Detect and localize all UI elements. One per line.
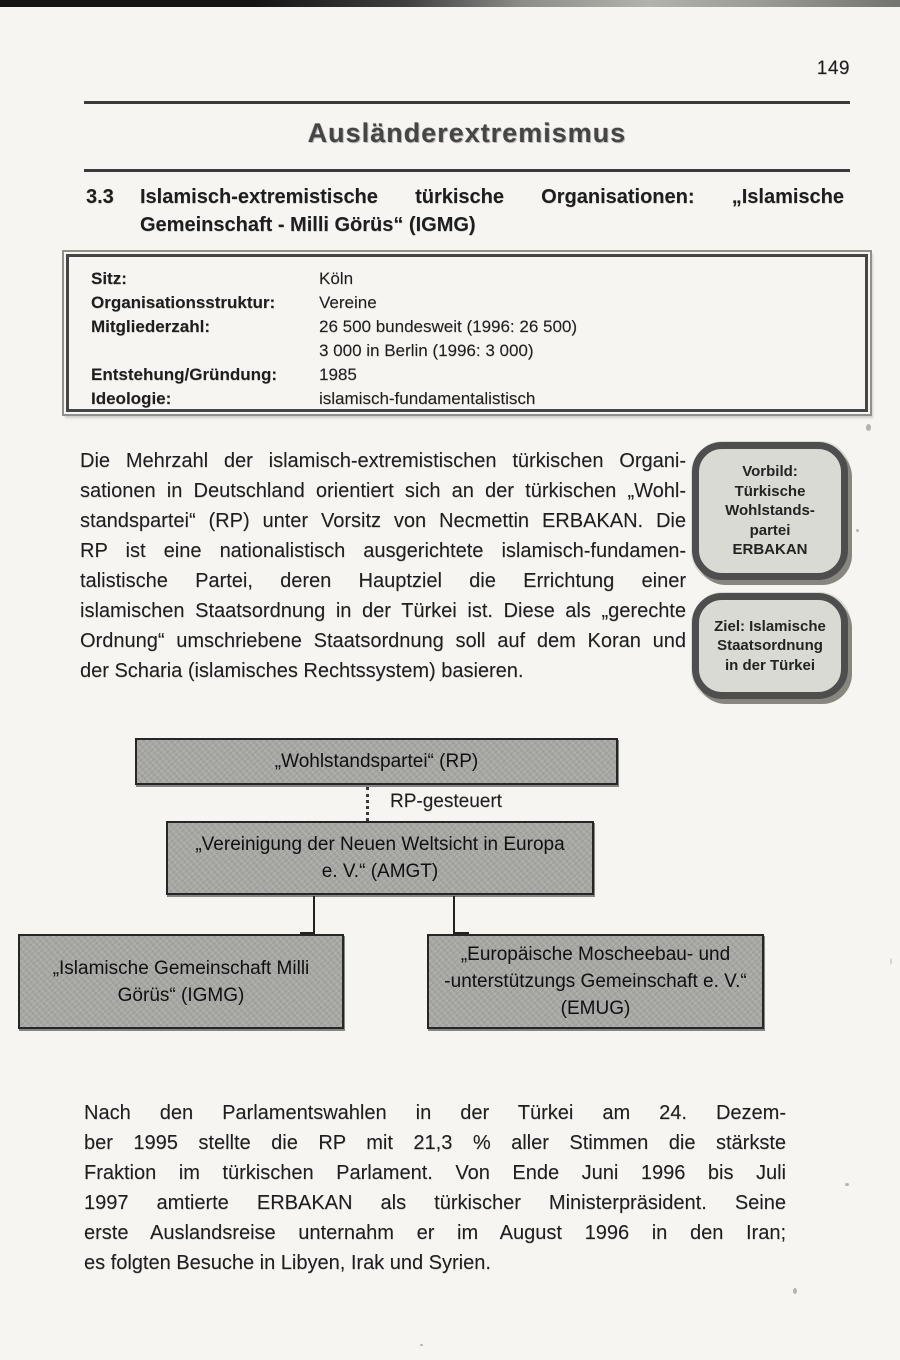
section-title-line: Gemeinschaft - Milli Görüs“ (IGMG) [140, 214, 476, 236]
fact-box-row [91, 315, 845, 363]
orgchart-box-line: e. V.“ (AMGT) [321, 861, 439, 882]
paragraph-line: islamischen Staatsordnung in der Türkei ist. Diese als „gerechte [80, 600, 686, 622]
orgchart-elbow-connector-right [453, 896, 469, 934]
intro-paragraph [80, 446, 686, 686]
fact-box-value-line: 26 500 bundesweit (1996: 26 500) [319, 317, 578, 336]
fact-box-row [91, 291, 845, 315]
fact-box-row [91, 363, 845, 387]
fact-box-label: Ideologie: [91, 389, 172, 408]
paragraph-line: RP ist eine nationalistisch ausgerichtete islamisch-fundamen- [80, 540, 686, 562]
margin-note-line: Ziel: Islamische [714, 617, 826, 635]
margin-note-line: partei [749, 521, 791, 539]
orgchart-box-line: „Islamische Gemeinschaft Milli [52, 957, 310, 979]
orgchart-box-line: „Vereinigung der Neuen Weltsicht in Europa [195, 834, 565, 855]
margin-note-line: Türkische [734, 482, 806, 500]
fact-box-value [319, 387, 845, 411]
paragraph-line: der Scharia (islamisches Rechtssystem) basieren. [80, 660, 524, 682]
margin-note-line: ERBAKAN [732, 541, 808, 559]
orgchart-dotted-connector [366, 787, 369, 821]
scan-speck [866, 424, 871, 431]
paragraph-line: es folgten Besuche in Libyen, Irak und Syrien. [84, 1252, 491, 1274]
scan-artifact-top [0, 0, 900, 7]
orgchart-box-line: „Wohlstandspartei“ (RP) [274, 751, 479, 772]
fact-box-value-line: 3 000 in Berlin (1996: 3 000) [319, 341, 534, 360]
scan-speck [793, 1288, 797, 1294]
margin-note-line: in der Türkei [724, 656, 816, 674]
paragraph-line: erste Auslandsreise unternahm er im August 1996 in den Iran; [84, 1222, 786, 1244]
paragraph-line: talistische Partei, deren Hauptziel die Errichtung einer [80, 570, 686, 592]
fact-box-value-line: 1985 [319, 365, 357, 384]
margin-note-ziel [692, 593, 848, 699]
orgchart-box-line: Görüs“ (IGMG) [117, 984, 245, 1006]
margin-note-vorbild [692, 442, 848, 580]
paragraph-line: Ordnung“ umschriebene Staatsordnung soll auf dem Koran und [80, 630, 686, 652]
fact-box-value [319, 315, 845, 363]
fact-box-value-line: Vereine [319, 293, 377, 312]
paragraph-line: Fraktion im türkischen Parlament. Von Ende Juni 1996 bis Juli [84, 1162, 786, 1184]
fact-box-value [319, 267, 845, 291]
section-heading [86, 183, 844, 239]
header-rule-top [84, 101, 850, 104]
fact-box-row [91, 387, 845, 411]
orgchart-elbow-connector-left [300, 896, 315, 934]
margin-note-line: Staatsordnung [717, 637, 823, 655]
page-header-title: Ausländerextremismus [307, 118, 627, 148]
scan-speck [890, 958, 892, 965]
fact-box-value [319, 291, 845, 315]
margin-note-line: Vorbild: [742, 463, 798, 481]
orgchart-box-line: -unterstützungs Gemeinschaft e. V.“ [444, 971, 747, 992]
paragraph-line: sationen in Deutschland orientiert sich an der türkischen „Wohl- [80, 480, 686, 502]
orgchart-connector-label: RP-gesteuert [390, 791, 502, 812]
closing-paragraph [84, 1098, 786, 1278]
margin-note-line: Wohlstands- [725, 502, 815, 520]
header-rule-bottom [84, 169, 850, 172]
fact-box-label: Sitz: [91, 269, 127, 288]
orgchart-box-wohlstandspartei [135, 738, 618, 785]
orgchart-box-emug [427, 934, 764, 1029]
scan-speck [845, 1183, 849, 1186]
fact-box-value-line: islamisch-fundamentalistisch [319, 389, 536, 408]
orgchart-box-amgt [166, 821, 594, 895]
paragraph-line: Die Mehrzahl der islamisch-extremistischen türkischen Organi- [80, 450, 686, 472]
orgchart-box-igmg [18, 934, 344, 1029]
fact-box [66, 254, 868, 412]
fact-box-label: Entstehung/Gründung: [91, 365, 278, 384]
orgchart-box-line: (EMUG) [560, 998, 631, 1019]
orgchart-box-line: „Europäische Moscheebau- und [460, 944, 731, 965]
fact-box-value-line: Köln [319, 269, 354, 288]
fact-box-value [319, 363, 845, 387]
section-title-line: Islamisch-extremistische türkische Organisationen: „Islamische [140, 186, 844, 208]
fact-box-label: Organisationsstruktur: [91, 293, 276, 312]
paragraph-line: Nach den Parlamentswahlen in der Türkei am 24. Dezem- [84, 1102, 786, 1124]
page-number: 149 [816, 58, 850, 79]
paragraph-line: ber 1995 stellte die RP mit 21,3 % aller Stimmen die stärkste [84, 1132, 786, 1154]
section-title [140, 183, 844, 239]
scan-speck [420, 1344, 423, 1346]
fact-box-label: Mitgliederzahl: [91, 317, 211, 336]
section-number: 3.3 [86, 186, 114, 208]
paragraph-line: 1997 amtierte ERBAKAN als türkischer Ministerpräsident. Seine [84, 1192, 786, 1214]
paragraph-line: standspartei“ (RP) unter Vorsitz von Necmettin ERBAKAN. Die [80, 510, 686, 532]
scan-speck [856, 529, 859, 532]
fact-box-row [91, 267, 845, 291]
